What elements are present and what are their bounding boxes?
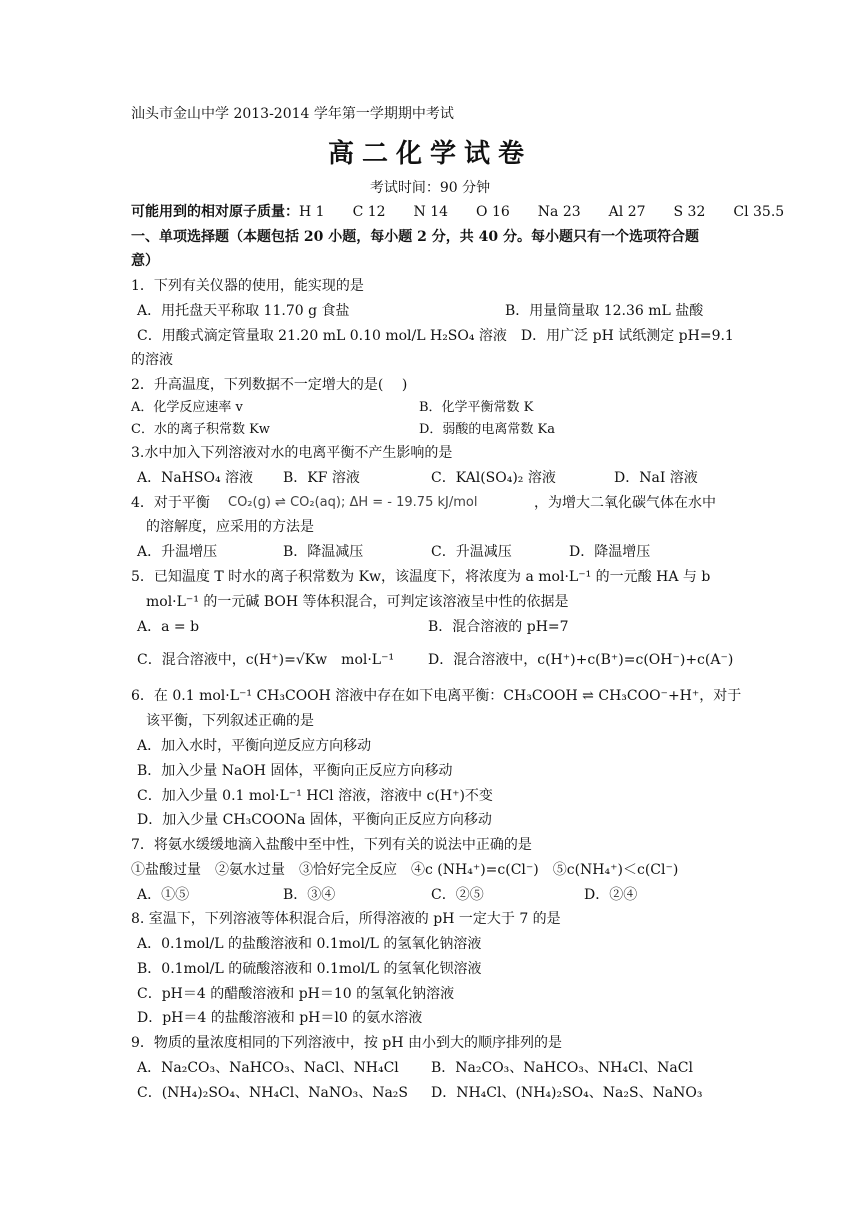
q9-stem: 9．物质的量浓度相同的下列溶液中，按 pH 由小到大的顺序排列的是 (131, 1035, 562, 1051)
q2-option-d: D．弱酸的电离常数 Ka (419, 422, 556, 437)
q7-option-c: C．②⑤ (431, 887, 484, 903)
atomic-masses (131, 202, 784, 222)
q1-option-cd-cont: 的溶液 (131, 352, 173, 368)
q7-option-d: D．②④ (584, 887, 638, 903)
q3-option-a: A．NaHSO₄ 溶液 (137, 470, 254, 486)
atomic-masses-values: H 1 C 12 N 14 O 16 Na 23 Al 27 S 32 Cl 35.5 (299, 204, 785, 220)
q8-option-a: A．0.1mol/L 的盐酸溶液和 0.1mol/L 的氢氧化钠溶液 (137, 936, 482, 952)
school-line: 汕头市金山中学 2013-2014 学年第一学期期中考试 (131, 106, 454, 122)
q8-option-c: C．pH＝4 的醋酸溶液和 pH＝10 的氢氧化钠溶液 (137, 986, 455, 1002)
q8-option-d: D．pH＝4 的盐酸溶液和 pH＝l0 的氨水溶液 (137, 1010, 423, 1026)
q3-option-c: C．KAl(SO₄)₂ 溶液 (431, 470, 556, 486)
q1-option-b: B．用量筒量取 12.36 mL 盐酸 (505, 303, 704, 319)
atomic-masses-label: 可能用到的相对原子质量： (131, 204, 299, 220)
q5-stem: 5．已知温度 T 时水的离子积常数为 Kw，该温度下，将浓度为 a mol·L⁻¹ 的一元酸 HA 与 b (131, 569, 711, 585)
q4-option-d: D．降温增压 (569, 544, 651, 560)
page-title: 高二化学试卷 (327, 139, 532, 169)
q3-option-b: B．KF 溶液 (283, 470, 360, 486)
q7-option-b: B．③④ (283, 887, 336, 903)
q4-option-b: B．降温减压 (283, 544, 364, 560)
q4-option-a: A．升温增压 (137, 544, 218, 560)
q4-stem-post: ，为增大二氧化碳气体在水中 (534, 495, 716, 511)
q3-stem: 3.水中加入下列溶液对水的电离平衡不产生影响的是 (131, 445, 453, 461)
q6-stem: 6．在 0.1 mol·L⁻¹ CH₃COOH 溶液中存在如下电离平衡：CH₃COOH ⇌ CH₃COO⁻+H⁺，对于 (131, 688, 742, 704)
q7-stem: 7．将氨水缓缓地滴入盐酸中至中性，下列有关的说法中正确的是 (131, 837, 532, 853)
q6-option-a: A．加入水时，平衡向逆反应方向移动 (137, 738, 372, 754)
q1-option-a: A．用托盘天平称取 11.70 g 食盐 (137, 303, 350, 319)
q1-option-cd: C．用酸式滴定管量取 21.20 mL 0.10 mol/L H₂SO₄ 溶液 D．用广泛 pH 试纸测定 pH=9.1 (137, 328, 734, 344)
q4-stem-pre: 4．对于平衡 (131, 495, 210, 511)
q6-option-b: B．加入少量 NaOH 固体，平衡向正反应方向移动 (137, 763, 453, 779)
exam-time: 考试时间：90 分钟 (369, 180, 491, 196)
q2-stem: 2．升高温度，下列数据不一定增大的是( ) (131, 377, 408, 393)
q1-stem: 1．下列有关仪器的使用，能实现的是 (131, 278, 364, 294)
q7-items: ①盐酸过量 ②氨水过量 ③恰好完全反应 ④c (NH₄⁺)=c(Cl⁻) ⑤c(NH₄⁺)＜c(Cl⁻) (131, 862, 679, 878)
q6-stem-cont: 该平衡，下列叙述正确的是 (146, 713, 314, 729)
q7-option-a: A．①⑤ (137, 887, 190, 903)
q5-option-c: C．混合溶液中，c(H⁺)=√Kw mol·L⁻¹ (137, 652, 395, 668)
q6-option-c: C．加入少量 0.1 mol·L⁻¹ HCl 溶液，溶液中 c(H⁺)不变 (137, 788, 493, 804)
q9-option-a: A．Na₂CO₃、NaHCO₃、NaCl、NH₄Cl (137, 1060, 399, 1076)
section-heading-cont: 意） (131, 253, 159, 269)
q4-equation: CO₂(g) ⇌ CO₂(aq); ΔH = - 19.75 kJ/mol (228, 495, 478, 510)
q8-stem: 8. 室温下，下列溶液等体积混合后，所得溶液的 pH 一定大于 7 的是 (131, 911, 561, 927)
q5-option-a: A．a = b (137, 619, 200, 635)
q6-option-d: D．加入少量 CH₃COONa 固体，平衡向正反应方向移动 (137, 812, 492, 828)
q4-stem-cont: 的溶解度，应采用的方法是 (146, 519, 314, 535)
section-heading: 一、单项选择题（本题包括 20 小题，每小题 2 分，共 40 分。每小题只有一个选项符合题 (131, 229, 699, 245)
q3-option-d: D．NaI 溶液 (614, 470, 698, 486)
q5-option-d: D．混合溶液中，c(H⁺)+c(B⁺)=c(OH⁻)+c(A⁻) (428, 652, 734, 668)
q2-option-c: C．水的离子积常数 Kw (131, 422, 270, 437)
q9-option-d: D．NH₄Cl、(NH₄)₂SO₄、Na₂S、NaNO₃ (431, 1085, 703, 1101)
q5-stem-cont: mol·L⁻¹ 的一元碱 BOH 等体积混合，可判定该溶液呈中性的依据是 (146, 594, 569, 610)
q8-option-b: B．0.1mol/L 的硫酸溶液和 0.1mol/L 的氢氧化钡溶液 (137, 961, 482, 977)
q4-option-c: C．升温减压 (431, 544, 512, 560)
q2-option-b: B．化学平衡常数 K (419, 400, 534, 415)
q9-option-b: B．Na₂CO₃、NaHCO₃、NH₄Cl、NaCl (431, 1060, 693, 1076)
q2-option-a: A．化学反应速率 v (131, 400, 243, 415)
q9-option-c: C．(NH₄)₂SO₄、NH₄Cl、NaNO₃、Na₂S (137, 1085, 408, 1101)
q5-option-b: B．混合溶液的 pH=7 (428, 619, 569, 635)
